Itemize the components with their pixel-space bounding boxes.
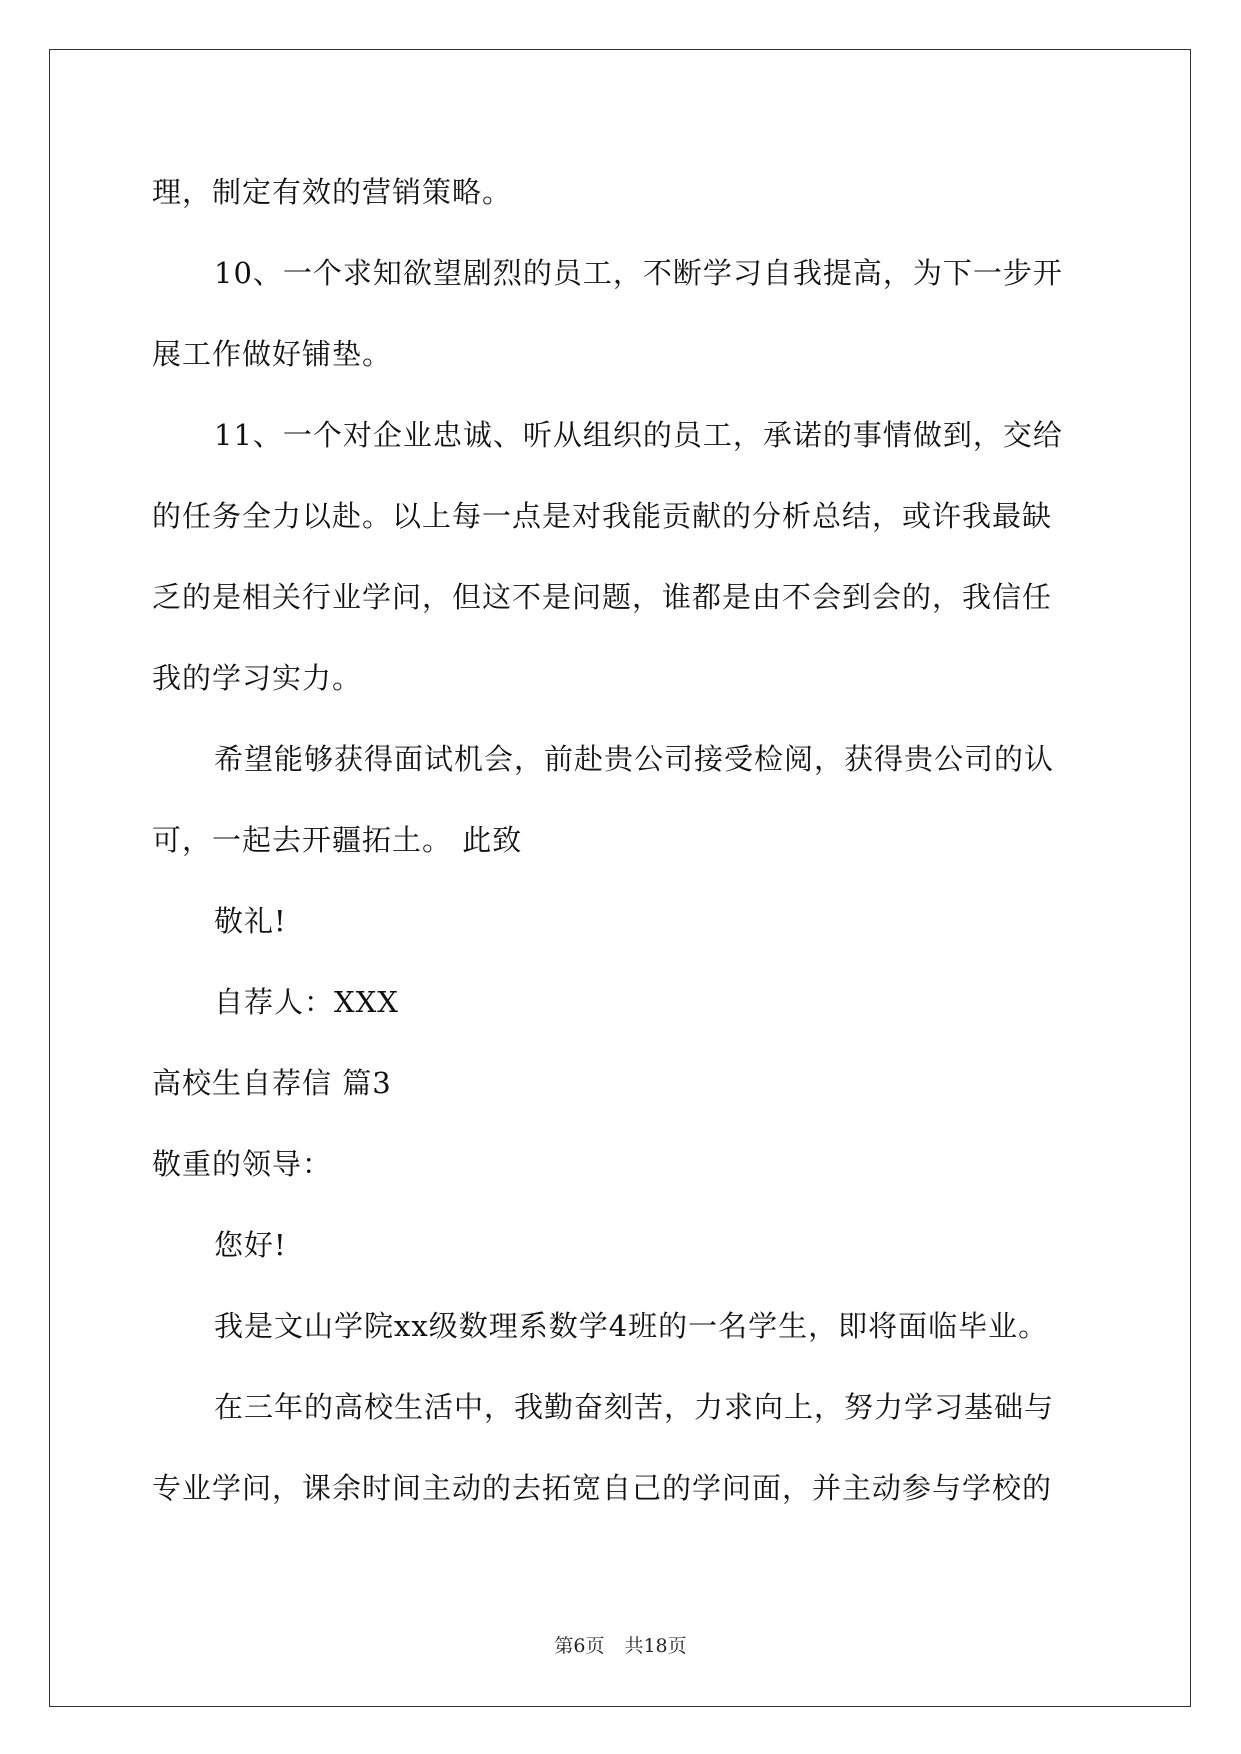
paragraph-line: 可，一起去开疆拓土。 此致 bbox=[152, 823, 523, 857]
page-footer bbox=[0, 1634, 1241, 1658]
greeting-line: 您好! bbox=[214, 1228, 287, 1262]
section-heading: 高校生自荐信 篇3 bbox=[152, 1066, 392, 1100]
current-page-indicator: 第6页 bbox=[554, 1635, 605, 1657]
paragraph-line: 专业学问，课余时间主动的去拓宽自己的学问面，并主动参与学校的 bbox=[152, 1471, 1053, 1505]
closing-salutation: 敬礼! bbox=[214, 904, 287, 938]
paragraph-line: 理，制定有效的营销策略。 bbox=[152, 175, 513, 209]
paragraph-line: 我是文山学院xx级数理系数学4班的一名学生，即将面临毕业。 bbox=[214, 1309, 1049, 1343]
paragraph-line: 10、一个求知欲望剧烈的员工，不断学习自我提高，为下一步开 bbox=[214, 256, 1063, 290]
paragraph-line: 在三年的高校生活中，我勤奋刻苦，力求向上，努力学习基础与 bbox=[214, 1390, 1055, 1424]
paragraph-line: 的任务全力以赴。以上每一点是对我能贡献的分析总结，或许我最缺 bbox=[152, 499, 1053, 533]
page-border bbox=[49, 49, 1191, 1707]
paragraph-line: 展工作做好铺垫。 bbox=[152, 337, 393, 371]
paragraph-line: 希望能够获得面试机会，前赴贵公司接受检阅，获得贵公司的认 bbox=[214, 742, 1055, 776]
letter-salutation: 敬重的领导： bbox=[152, 1147, 333, 1181]
paragraph-line: 我的学习实力。 bbox=[152, 661, 363, 695]
paragraph-line: 乏的是相关行业学问，但这不是问题，谁都是由不会到会的，我信任 bbox=[152, 580, 1053, 614]
paragraph-line: 11、一个对企业忠诚、听从组织的员工，承诺的事情做到，交给 bbox=[214, 418, 1063, 452]
signature-line: 自荐人：XXX bbox=[214, 985, 399, 1019]
total-pages-indicator: 共18页 bbox=[624, 1635, 687, 1657]
